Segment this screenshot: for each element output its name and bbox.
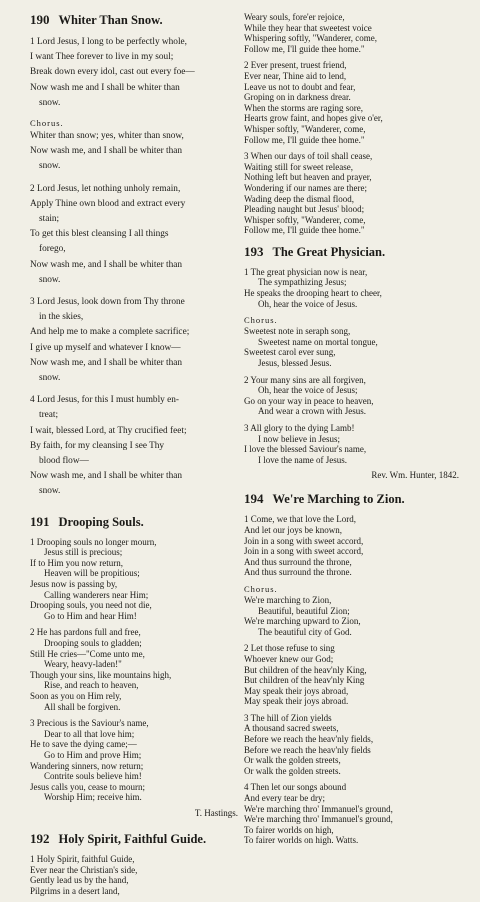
hymn-line: Now wash me, and I shall be whiter than [30, 471, 183, 482]
hymn-line: Weary souls, fore'er rejoice, [244, 12, 345, 22]
hymn-line: Pleading naught but Jesus' blood; [244, 204, 365, 215]
chorus [244, 584, 459, 637]
hymn-line: 1 Holy Spirit, faithful Guide, [30, 853, 135, 864]
hymn-line: 3 Lord Jesus, look down from Thy throne [30, 297, 185, 308]
hymn-line: 3 Precious is the Saviour's name, [30, 718, 149, 729]
hymn-line: Contrite souls believe him! [44, 771, 142, 782]
hymn-number: 193 [244, 243, 264, 259]
hymn-line: And thus surround the throne. [244, 567, 352, 578]
hymn-line: Calling wanderers near Him; [44, 589, 149, 600]
hymn-line: Sweetest name on mortal tongue, [258, 336, 378, 347]
hymn-title [30, 514, 238, 530]
hymn-line: in the skies, [39, 312, 84, 323]
hymn-190 [30, 12, 238, 500]
hymn-line: All shall be forgiven. [44, 701, 121, 712]
hymn-line: 3 When our days of toil shall cease, [244, 151, 373, 162]
hymn-line: We're marching thro' Immanuel's ground, [244, 803, 393, 814]
hymn-line: 2 Your many sins are all forgiven, [244, 374, 366, 385]
hymn-line: 3 All glory to the dying Lamb! [244, 423, 355, 433]
hymn-line: He to save the dying came;— [30, 739, 137, 750]
hymn-line: Oh, hear the voice of Jesus; [258, 385, 358, 396]
hymn-line: May speak their joys abroad. [244, 696, 349, 707]
hymn-line: forego, [39, 244, 66, 255]
hymn-line: Now wash me, and I shall be whiter than [30, 146, 183, 157]
hymn-line: I give up myself and whatever I know— [30, 342, 181, 353]
hymn-line: To fairer worlds on high, [244, 824, 334, 835]
hymn-line: Drooping souls, you need not die, [30, 600, 152, 611]
hymn-line: Though your sins, like mountains high, [30, 669, 172, 680]
verse [244, 423, 459, 465]
hymn-number: 191 [30, 513, 50, 529]
chorus [30, 118, 238, 175]
hymn-attribution: Rev. Wm. Hunter, 1842. [371, 470, 459, 481]
hymn-line: I now believe in Jesus; [258, 433, 340, 444]
hymn-line: Now wash me, and I shall be whiter than [30, 357, 183, 368]
hymn-line: Jesus calls you, cease to mourn; [30, 781, 145, 792]
hymn-line: Worship Him; receive him. [44, 792, 142, 803]
hymn-line: stain; [39, 214, 60, 225]
hymn-line: Hearts grow faint, and hopes give o'er, [244, 113, 383, 124]
verse [30, 182, 238, 288]
hymn-line: Jesus now is passing by, [30, 579, 118, 590]
hymn-title [244, 491, 459, 507]
verse [244, 514, 459, 578]
hymn-title [244, 244, 459, 260]
hymn-line: 1 Come, we that love the Lord, [244, 514, 356, 525]
hymn-line: Weary, heavy-laden!" [44, 659, 122, 670]
hymn-name: We're Marching to Zion. [272, 492, 405, 507]
hymn-name: Drooping Souls. [58, 514, 144, 529]
hymn-line: Soon as you on Him rely, [30, 691, 122, 701]
verse [30, 295, 238, 386]
hymn-number: 192 [30, 830, 50, 846]
hymn-line: Ever near, Thine aid to lend, [244, 70, 347, 81]
hymn-line: Still He cries—"Come unto me, [30, 648, 145, 659]
hymn-line: And help me to make a complete sacrifice; [30, 327, 190, 338]
hymn-line: Whisper softly, "Wanderer, come, [244, 214, 366, 225]
hymn-line: treat; [39, 410, 59, 421]
hymn-line: 1 Lord Jesus, I long to be perfectly whole, [30, 37, 187, 47]
hymn-line: snow. [39, 274, 61, 285]
hymn-line: snow. [39, 486, 61, 497]
hymn-name: Whiter Than Snow. [58, 13, 163, 27]
hymn-line: Go on your way in peace to heaven, [244, 395, 374, 406]
hymn-attribution: T. Hastings. [194, 807, 238, 818]
hymn-line: I love the blessed Saviour's name, [244, 444, 367, 455]
verse [244, 713, 459, 777]
hymn-line: Go to Him and prove Him; [44, 749, 142, 760]
hymn-line: 2 Ever present, truest friend, [244, 60, 347, 71]
hymn-line: Leave us not to doubt and fear, [244, 81, 356, 92]
hymn-line: Sweetest carol ever sung, [244, 347, 336, 358]
hymn-line: Oh, hear the voice of Jesus. [258, 298, 358, 309]
hymn-line: 1 Drooping souls no longer mourn, [30, 536, 157, 547]
hymn-line: Gently lead us by the hand, [30, 875, 129, 886]
hymn-line: We're marching thro' Immanuel's ground, [244, 814, 393, 825]
verse [244, 60, 459, 145]
hymn-line: We're marching upward to Zion, [244, 616, 361, 627]
hymn-line: Rise, and reach to heaven, [44, 680, 139, 691]
hymn-line: Follow me, I'll guide thee home." [244, 134, 365, 145]
hymn-193 [244, 244, 459, 482]
hymn-192 [30, 831, 238, 896]
hymn-line: Follow me, I'll guide thee home." [244, 43, 365, 54]
hymn-line: Now wash me and I shall be whiter than [30, 82, 180, 93]
hymn-line: A thousand sacred sweets, [244, 723, 339, 734]
hymn-number: 194 [244, 491, 264, 507]
hymn-line: If to Him you now return, [30, 557, 123, 568]
hymn-line: Whoever knew our God; [244, 653, 334, 664]
right-column [244, 12, 459, 852]
hymn-line: And wear a crown with Jesus. [258, 406, 366, 417]
hymn-line: And let our joys be known, [244, 524, 342, 535]
hymn-continued [244, 12, 459, 236]
hymn-line: I wait, blessed Lord, at Thy crucified feet; [30, 425, 187, 436]
hymn-line: Or walk the golden streets. [244, 765, 341, 776]
hymn-194 [244, 491, 459, 846]
hymn-line: To fairer worlds on high. Watts. [244, 835, 359, 846]
chorus-label: Chorus. [244, 583, 278, 594]
hymn-line: Dear to all that love him; [44, 728, 135, 739]
hymn-line: By faith, for my cleansing I see Thy [30, 440, 165, 451]
hymn-line: But children of the heav'nly King, [244, 664, 367, 675]
hymn-name: The Great Physician. [272, 244, 386, 259]
hymn-line: Whiter than snow; yes, whiter than snow, [30, 131, 184, 142]
hymn-line: Break down every idol, cast out every foe— [30, 67, 195, 78]
hymn-line: The beautiful city of God. [258, 626, 352, 637]
hymn-line: And thus surround the throne, [244, 556, 352, 567]
verse [244, 375, 459, 417]
hymn-line: Whisper softly, "Wanderer, come, [244, 123, 366, 134]
hymn-line: May speak their joys abroad, [244, 685, 349, 696]
verse [30, 393, 238, 499]
hymn-line: He speaks the drooping heart to cheer, [244, 288, 382, 299]
hymn-line: And every tear be dry; [244, 793, 325, 804]
hymn-line: Before we reach the heav'nly fields, [244, 734, 374, 745]
hymn-line: Groping on in darkness drear. [244, 92, 351, 103]
hymn-line: blood flow— [39, 456, 89, 467]
hymn-line: Sweetest note in seraph song, [244, 326, 351, 337]
hymn-line: Apply Thine own blood and extract every [30, 198, 186, 209]
verse [30, 854, 238, 896]
hymn-title [30, 831, 238, 847]
hymn-line: Or walk the golden streets, [244, 755, 341, 766]
verse [30, 627, 238, 712]
hymn-line: Jesus, blessed Jesus. [258, 358, 332, 369]
hymn-line: Beautiful, beautiful Zion; [258, 605, 350, 616]
hymn-line: We're marching to Zion, [244, 594, 332, 605]
hymn-line: I want Thee forever to live in my soul; [30, 52, 174, 63]
hymn-line: 3 The hill of Zion yields [244, 712, 332, 723]
hymn-line: When the storms are raging sore, [244, 102, 363, 113]
hymn-number: 190 [30, 12, 50, 27]
verse [244, 643, 459, 707]
hymn-line: Go to Him and hear Him! [44, 610, 137, 621]
verse [30, 718, 238, 803]
verse [244, 782, 459, 846]
hymn-line: 1 The great physician now is near, [244, 266, 368, 277]
hymn-line: Whispering softly, "Wanderer, come, [244, 33, 377, 44]
verse [244, 151, 459, 236]
hymn-line: Waiting still for sweet release, [244, 161, 353, 172]
hymn-line: The sympathizing Jesus; [258, 277, 347, 288]
verse [244, 267, 459, 309]
hymn-line: 4 Lord Jesus, for this I must humbly en- [30, 395, 179, 406]
hymn-name: Holy Spirit, Faithful Guide. [58, 831, 207, 846]
hymn-line: snow. [39, 97, 61, 108]
hymn-line: 2 Lord Jesus, let nothing unholy remain, [30, 183, 181, 194]
hymn-line: Drooping souls to gladden; [44, 638, 142, 649]
hymn-line: Jesus still is precious; [44, 547, 123, 558]
hymn-line: Now wash me, and I shall be whiter than [30, 259, 183, 270]
hymn-line: snow. [39, 373, 61, 384]
hymn-line: While they hear that sweetest voice [244, 22, 372, 33]
hymn-line: I love the name of Jesus. [258, 454, 347, 465]
hymn-line: Wondering if our names are there; [244, 182, 367, 193]
hymn-line: 4 Then let our songs abound [244, 782, 347, 793]
hymn-line: To get this blest cleansing I all things [30, 229, 169, 240]
hymn-line: Join in a song with sweet accord, [244, 535, 364, 546]
hymn-line: Ever near the Christian's side, [30, 864, 138, 875]
verse [30, 537, 238, 622]
hymn-line: Join in a song with sweet accord, [244, 546, 364, 557]
hymn-line: Follow me, I'll guide thee home." [244, 225, 365, 236]
hymn-line: Wading deep the dismal flood, [244, 193, 354, 204]
hymn-line: But children of the heav'nly King [244, 675, 365, 686]
hymn-line: snow. [39, 161, 61, 172]
chorus-label: Chorus. [30, 118, 64, 129]
chorus-label: Chorus. [244, 315, 278, 326]
hymn-line: Wandering sinners, now return; [30, 760, 144, 771]
hymn-line: Pilgrims in a desert land, [30, 885, 120, 896]
left-column [30, 12, 238, 902]
hymn-line: 2 Let those refuse to sing [244, 643, 335, 654]
hymn-191 [30, 514, 238, 819]
chorus [244, 315, 459, 368]
hymn-line: Before we reach the heav'nly fields [244, 744, 371, 755]
verse [244, 12, 459, 54]
hymn-line: Heaven will be propitious; [44, 568, 140, 579]
hymn-line: 2 He has pardons full and free, [30, 627, 141, 638]
hymn-line: Nothing left but heaven and prayer, [244, 172, 372, 183]
verse [30, 35, 238, 111]
hymn-title [30, 12, 238, 28]
